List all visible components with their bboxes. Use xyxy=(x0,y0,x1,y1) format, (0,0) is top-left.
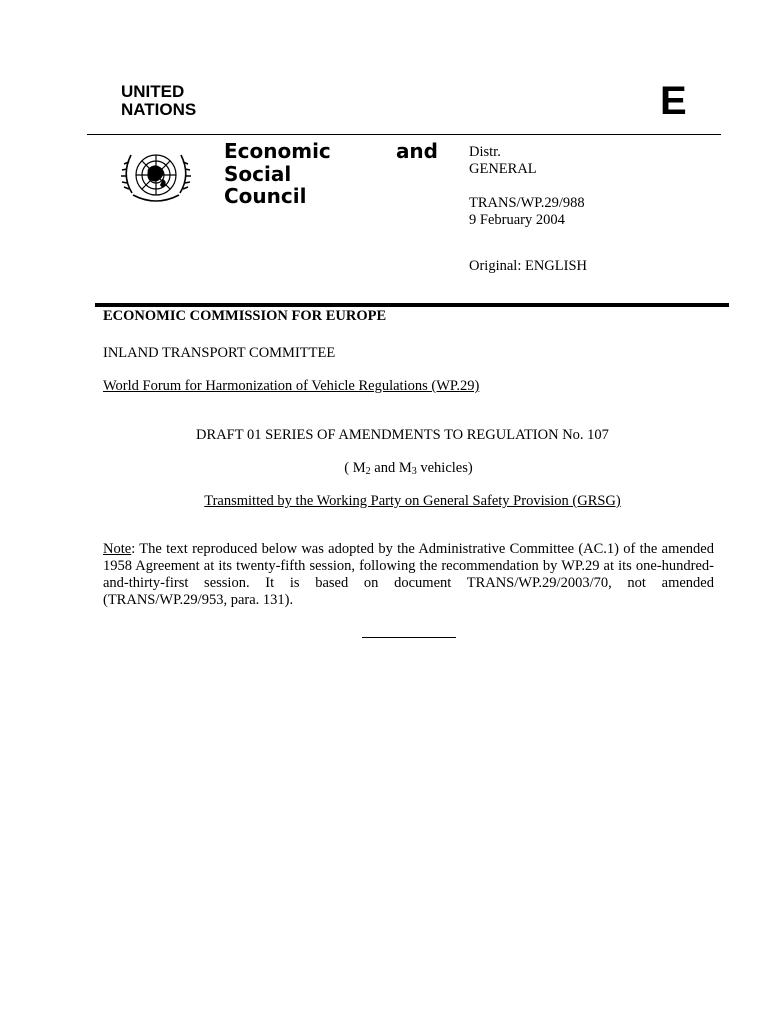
council-line-2: Social xyxy=(224,161,292,186)
header-divider xyxy=(87,134,721,135)
note-label: Note xyxy=(103,541,132,557)
document-metadata xyxy=(469,144,587,275)
distribution: GENERAL xyxy=(469,161,537,177)
vehicles-sub-2: 3 xyxy=(411,466,417,477)
council-line-3: Council xyxy=(224,184,307,208)
vehicles-mid: and M xyxy=(370,460,412,476)
forum-name: World Forum for Harmonization of Vehicle Regulations (WP.29) xyxy=(103,378,480,394)
heavy-divider xyxy=(95,303,729,307)
vehicle-categories xyxy=(103,460,714,477)
distr-label: Distr. xyxy=(469,144,501,160)
note-paragraph xyxy=(103,541,714,609)
language-code: E xyxy=(660,79,687,123)
vehicles-open: ( M xyxy=(344,460,366,476)
document-symbol: TRANS/WP.29/988 xyxy=(469,195,585,211)
document-date: 9 February 2004 xyxy=(469,212,565,228)
draft-title: DRAFT 01 SERIES OF AMENDMENTS TO REGULATION No. 107 xyxy=(196,427,609,443)
committee-name: INLAND TRANSPORT COMMITTEE xyxy=(103,345,336,361)
council-word-economic: Economic xyxy=(224,139,331,163)
commission-name: ECONOMIC COMMISSION FOR EUROPE xyxy=(103,308,387,324)
organization-title xyxy=(121,83,196,119)
note-text: : The text reproduced below was adopted by the Administrative Committee (AC.1) of the amended 1958 Agreement at its twenty-fifth session, following the recommendation by WP.29 at its one-hundred-and-thirty-first session. It is based on document TRANS/WP.29/2003/70, not amended (TRANS/WP.29/953, para. 131). xyxy=(103,541,714,608)
council-name xyxy=(224,140,438,208)
vehicles-sub-1: 2 xyxy=(365,466,371,477)
org-line-2: NATIONS xyxy=(121,100,197,119)
original-language: Original: ENGLISH xyxy=(469,258,587,274)
end-separator xyxy=(362,637,456,638)
org-line-1: UNITED xyxy=(121,82,185,101)
vehicles-close: vehicles) xyxy=(416,460,473,476)
transmitted-by: Transmitted by the Working Party on General Safety Provision (GRSG) xyxy=(204,493,621,509)
council-line-1 xyxy=(224,140,438,163)
council-word-and: and xyxy=(395,139,438,163)
un-emblem-icon xyxy=(115,145,197,209)
